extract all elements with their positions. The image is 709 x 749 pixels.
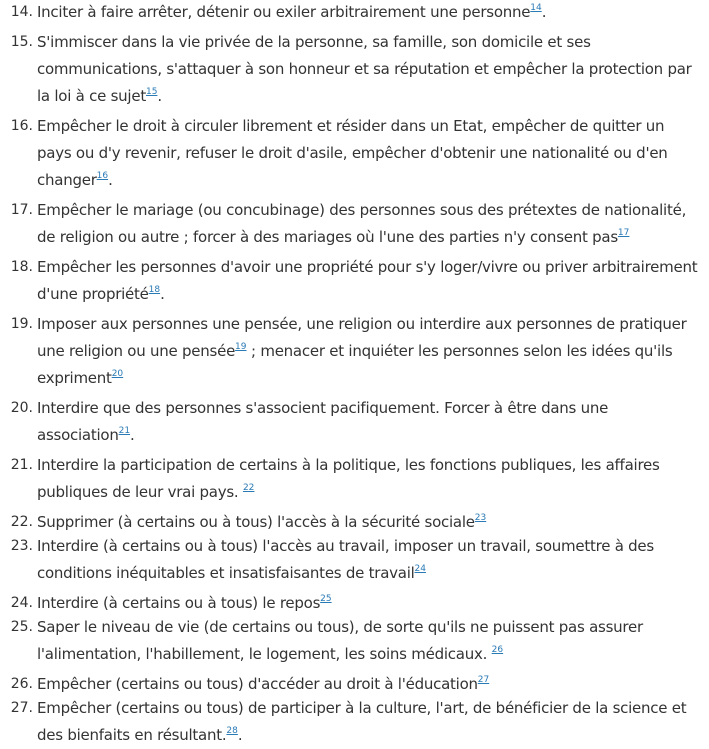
item-number: 23. (10, 538, 33, 554)
list-item (0, 452, 709, 506)
item-text: Empêcher le droit à circuler librement et résider dans un Etat, empêcher de quitter un pays ou d'y revenir, refuser le droit d'asile, empêcher d'obtenir une nationalité ou d'en changer (37, 117, 668, 189)
item-number: 16. (10, 118, 33, 134)
footnote-link[interactable]: 26 (491, 645, 504, 655)
item-text: Empêcher le mariage (ou concubinage) des personnes sous des prétextes de nationalité, de religion ou autre ; forcer à des mariages où l'une des parties n'y consent pas (37, 201, 687, 246)
list-item (0, 254, 709, 308)
item-number: 17. (10, 202, 33, 218)
item-tail: . (157, 87, 162, 105)
list-item (0, 197, 709, 251)
item-text: Interdire (à certains ou à tous) l'accès au travail, imposer un travail, soumettre à des conditions inéquitables et insatisfaisantes de travail (37, 537, 654, 582)
footnote-link[interactable]: 15 (145, 87, 158, 97)
item-number: 21. (10, 457, 33, 473)
item-text-continued: ; menacer et inquiéter les personnes selon les idées qu'ils expriment (37, 342, 673, 387)
footnote-link[interactable]: 23 (474, 513, 487, 523)
footnote-link[interactable]: 19 (235, 342, 247, 352)
list-item (0, 509, 709, 536)
list-item (0, 0, 709, 26)
footnote-link[interactable]: 25 (320, 594, 332, 604)
item-tail: . (130, 426, 135, 444)
list-item (0, 671, 709, 698)
item-text: Inciter à faire arrêter, détenir ou exiler arbitrairement une personne (37, 3, 531, 21)
item-text: Empêcher (certains ou tous) d'accéder au droit à l'éducation (37, 675, 478, 693)
item-tail: . (237, 726, 243, 744)
footnote-link[interactable]: 16 (96, 171, 109, 181)
list-item (0, 695, 709, 749)
item-text: Imposer aux personnes une pensée, une religion ou interdire aux personnes de pratiquer une religion ou une pensée (37, 315, 687, 360)
item-number: 18. (10, 259, 33, 275)
item-text: S'immiscer dans la vie privée de la personne, sa famille, son domicile et ses communications, s'attaquer à son honneur et sa réputation et empêcher la protection par la loi à ce sujet (37, 33, 692, 105)
footnote-link[interactable]: 20 (111, 369, 124, 379)
footnote-link[interactable]: 24 (414, 564, 426, 574)
footnote-link[interactable]: 17 (617, 228, 630, 238)
item-tail: . (160, 285, 165, 303)
item-text: Empêcher (certains ou tous) de participer à la culture, l'art, de bénéficier de la science et des bienfaits en résultant. (37, 699, 687, 744)
footnote-link[interactable]: 28 (226, 726, 238, 736)
item-number: 15. (10, 34, 33, 50)
footnote-link[interactable]: 22 (242, 483, 255, 493)
list-item (0, 311, 709, 392)
item-tail: . (541, 3, 547, 21)
item-text: Empêcher les personnes d'avoir une propriété pour s'y loger/vivre ou priver arbitrairement d'une propriété (37, 258, 698, 303)
item-text: Interdire la participation de certains à la politique, les fonctions publiques, les affaires publiques de leur vrai pays. (37, 456, 660, 501)
item-number: 25. (10, 619, 33, 635)
list-item (0, 590, 709, 617)
item-number: 19. (10, 316, 33, 332)
list-item (0, 614, 709, 668)
list-item (0, 113, 709, 194)
list-item (0, 395, 709, 449)
item-number: 22. (10, 514, 33, 530)
item-number: 24. (10, 595, 33, 611)
item-number: 20. (10, 400, 33, 416)
footnote-link[interactable]: 14 (530, 3, 542, 13)
list-item (0, 533, 709, 587)
item-text: Saper le niveau de vie (de certains ou tous), de sorte qu'ils ne puissent pas assurer l'alimentation, l'habillement, le logement, les soins médicaux. (37, 618, 643, 663)
list-item (0, 29, 709, 110)
footnote-link[interactable]: 27 (477, 675, 490, 685)
footnote-link[interactable]: 18 (148, 285, 161, 295)
footnote-link[interactable]: 21 (118, 426, 131, 436)
item-text: Interdire que des personnes s'associent pacifiquement. Forcer à être dans une association (37, 399, 609, 444)
item-number: 27. (10, 700, 33, 716)
item-number: 14. (10, 4, 33, 20)
item-number: 26. (10, 676, 33, 692)
item-tail: . (108, 171, 113, 189)
item-text: Supprimer (à certains ou à tous) l'accès à la sécurité sociale (37, 513, 475, 531)
item-text: Interdire (à certains ou à tous) le repos (37, 594, 321, 612)
